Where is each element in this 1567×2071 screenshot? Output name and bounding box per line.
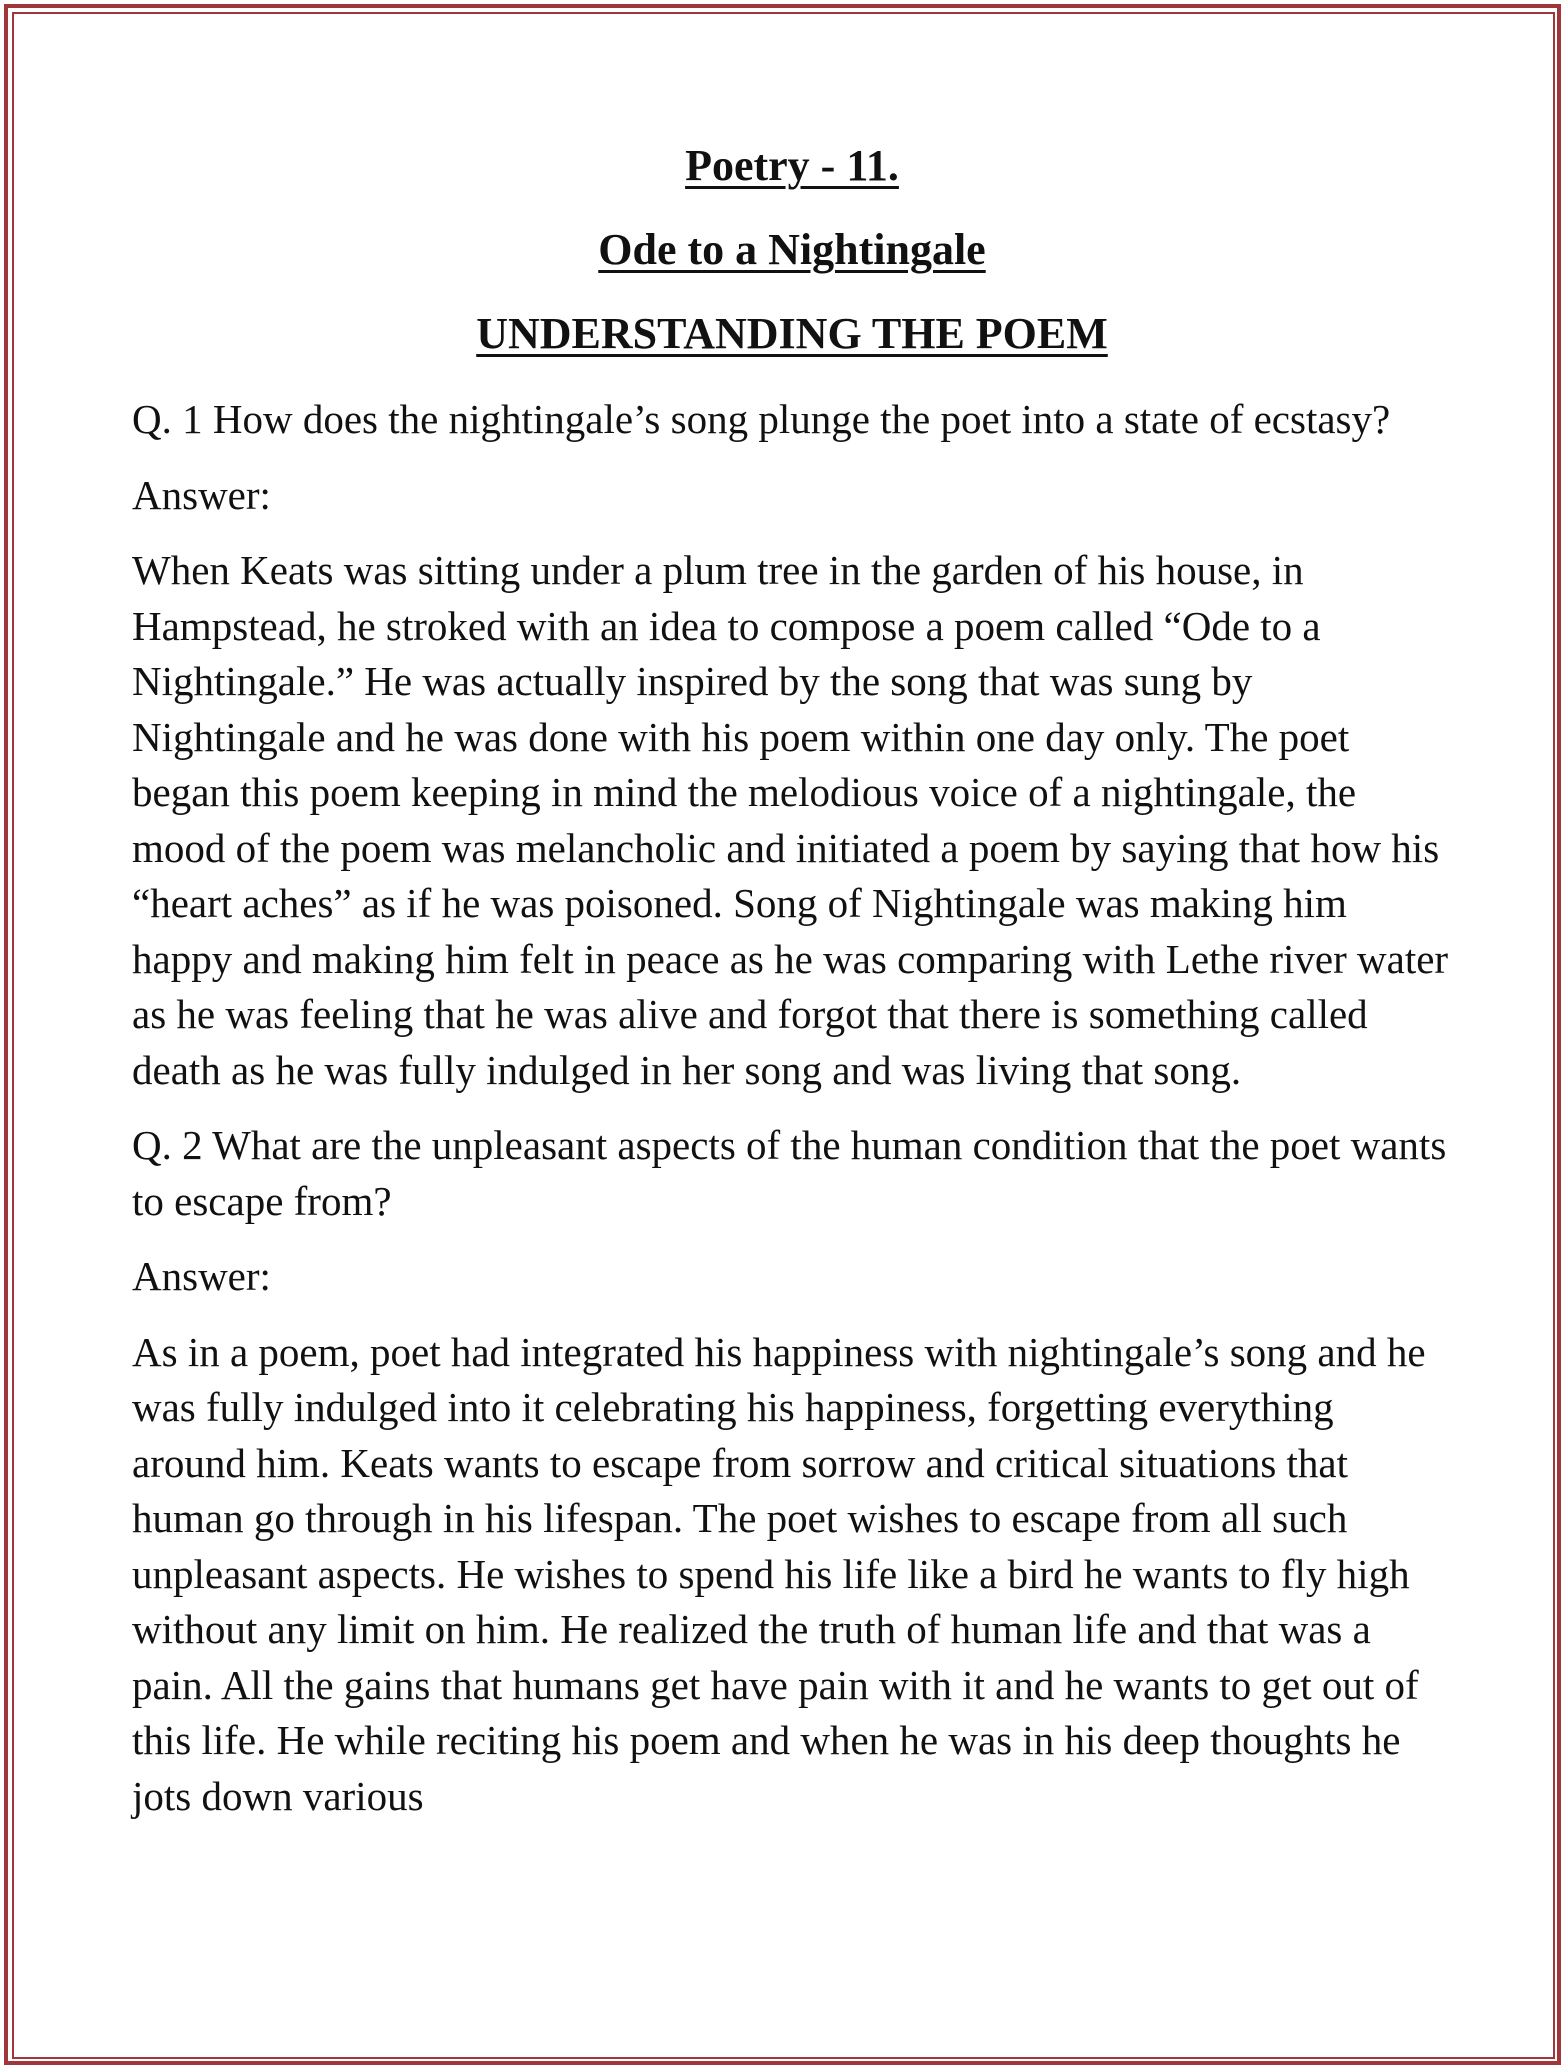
answer-2: As in a poem, poet had integrated his happiness with nightingale’s song and he was fully indulged into it celebrating his happiness, forgetting everything around him. Keats wants to escape from sorrow and critical situations that human go through in his lifespan. The poet wishes to escape from all such unpleasant aspects. He wishes to spend his life like a bird he wants to fly high without any limit on him. He realized the truth of human life and that was a pain. All the gains that humans get have pain with it and he wants to get out of this life. He while reciting his poem and when he was in his deep thoughts he jots down various	[132, 1328, 1426, 1819]
question-2: Q. 2 What are the unpleasant aspects of the human condition that the poet wants to escape from?	[132, 1122, 1447, 1224]
poem-title: Ode to a Nightingale	[598, 225, 986, 274]
document-body	[132, 132, 1452, 1824]
question-1: Q. 1 How does the nightingale’s song plunge the poet into a state of ecstasy?	[132, 396, 1391, 442]
answer-1-label: Answer:	[132, 471, 271, 518]
chapter-title: Poetry - 11.	[685, 141, 899, 190]
answer-2-label: Answer:	[132, 1253, 271, 1299]
section-title: UNDERSTANDING THE POEM	[476, 309, 1108, 358]
answer-1: When Keats was sitting under a plum tree in the garden of his house, in Hampstead, he stroked with an idea to compose a poem called “Ode to a Nightingale.” He was actually inspired by the song that was sung by Nightingale and he was done with his poem within one day only. The poet began this poem keeping in mind the melodious voice of a nightingale, the mood of the poem was melancholic and initiated a poem by saying that how his “heart aches” as if he was poisoned. Song of Nightingale was making him happy and making him felt in peace as he was comparing with Lethe river water as he was feeling that he was alive and forgot that there is something called death as he was fully indulged in her song and was living that song.	[132, 547, 1449, 1093]
